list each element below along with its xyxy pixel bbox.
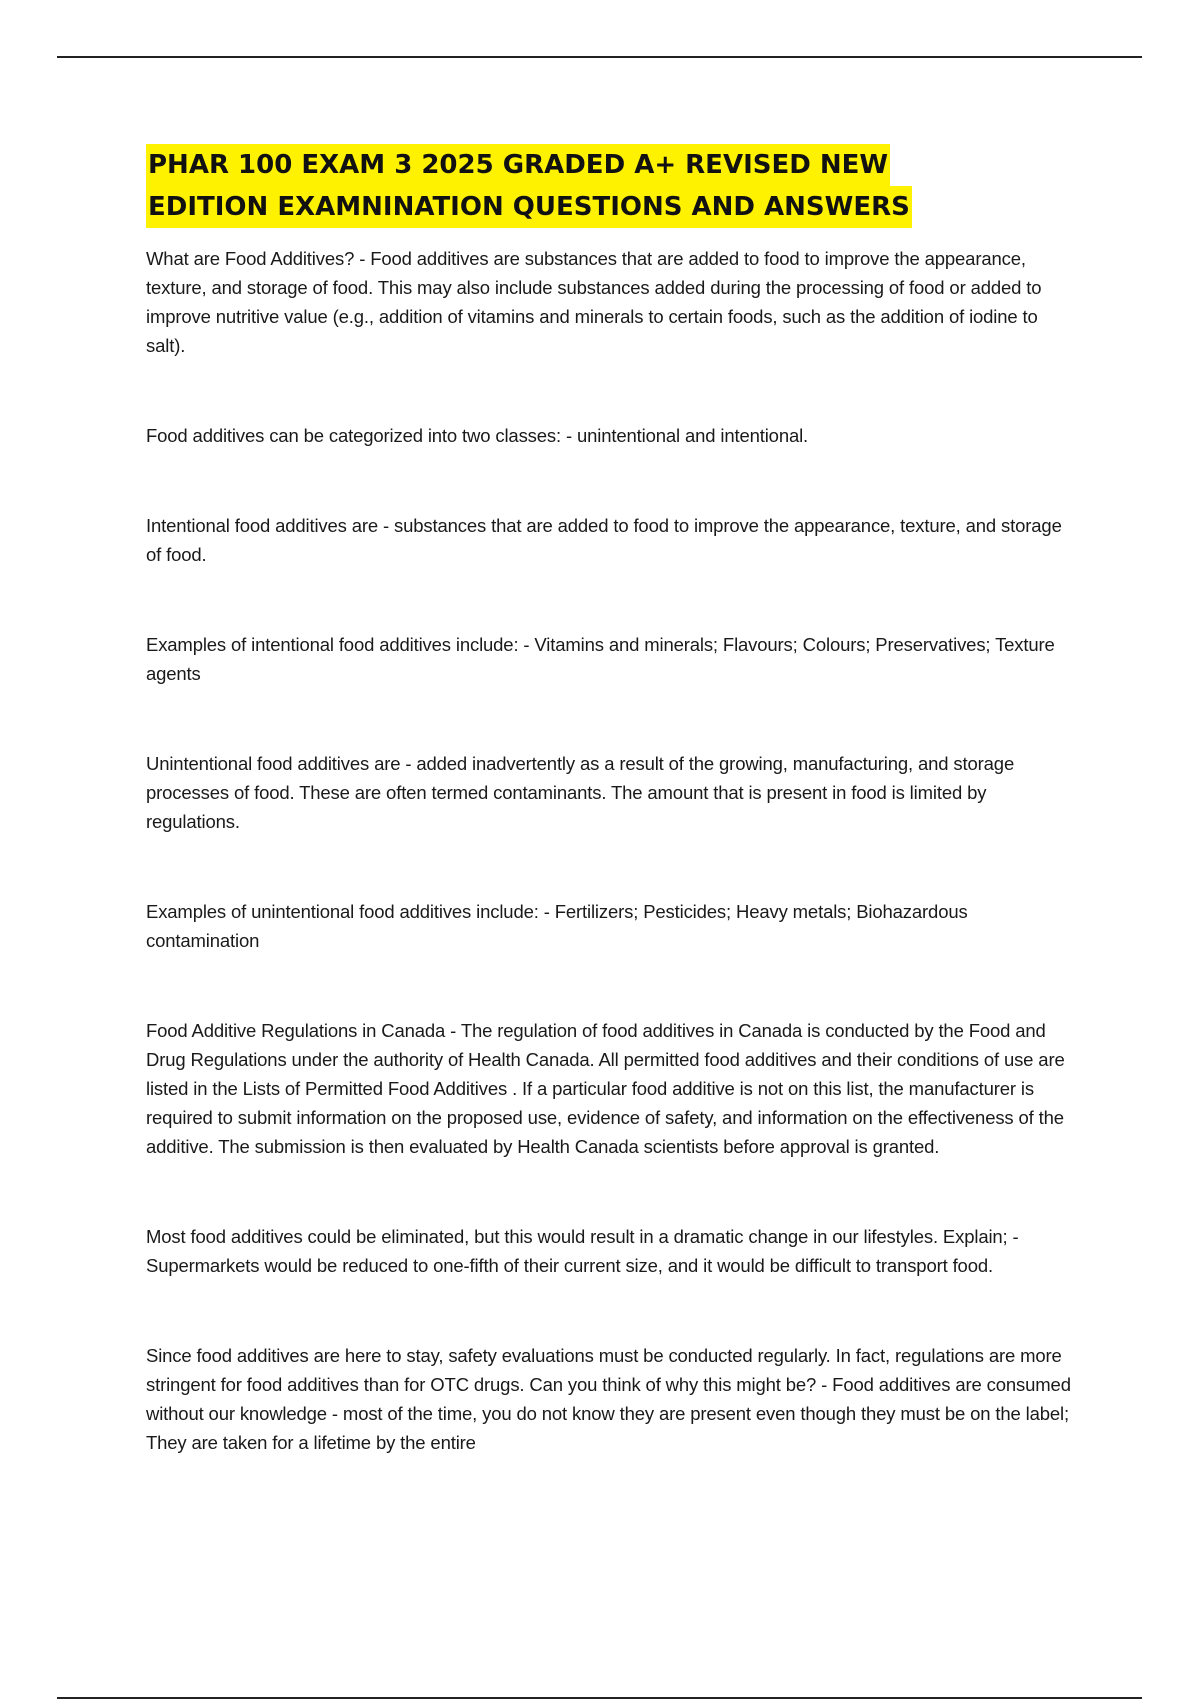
title-line-1: PHAR 100 EXAM 3 2025 GRADED A+ REVISED NEW [146,144,890,186]
qa-paragraph-regulations-canada: Food Additive Regulations in Canada - The regulation of food additives in Canada is conducted by the Food and Drug Regulations under the authority of Health Canada. All permitted food additives and their conditions of use are listed in the Lists of Permitted Food Additives . If a particular food additive is not on this list, the manufacturer is required to submit information on the proposed use, evidence of safety, and information on the effectiveness of the additive. The submission is then evaluated by Health Canada scientists before approval is granted. [146,1020,1065,1157]
qa-paragraph-unintentional-examples: Examples of unintentional food additives include: - Fertilizers; Pesticides; Heavy metals; Biohazardous contamination [146,901,968,951]
document-body [146,144,1076,1457]
qa-paragraph-intentional-examples: Examples of intentional food additives include: - Vitamins and minerals; Flavours; Colours; Preservatives; Texture agents [146,634,1055,684]
qa-paragraph-eliminate-additives: Most food additives could be eliminated, but this would result in a dramatic change in our lifestyles. Explain; - Supermarkets would be reduced to one-fifth of their current size, and it would be difficult to transport food. [146,1226,1019,1276]
qa-paragraph-two-classes: Food additives can be categorized into two classes: - unintentional and intentional. [146,425,809,446]
top-divider [57,56,1142,58]
qa-paragraph-food-additives: What are Food Additives? - Food additives are substances that are added to food to improve the appearance, texture, and storage of food. This may also include substances added during the processing of food or added to improve nutritive value (e.g., addition of vitamins and minerals to certain foods, such as the addition of iodine to salt). [146,248,1042,356]
bottom-divider [57,1697,1142,1699]
qa-paragraph-unintentional: Unintentional food additives are - added inadvertently as a result of the growing, manufacturing, and storage processes of food. These are often termed contaminants. The amount that is present in food is limited by regulations. [146,753,1015,832]
document-title [146,144,1076,228]
qa-paragraph-safety-evaluations: Since food additives are here to stay, safety evaluations must be conducted regularly. In fact, regulations are more stringent for food additives than for OTC drugs. Can you think of why this might be? - Food additives are consumed without our knowledge - most of the time, you do not know they are present even though they must be on the label; They are taken for a lifetime by the entire [146,1345,1071,1453]
qa-paragraph-intentional: Intentional food additives are - substances that are added to food to improve the appearance, texture, and storage of food. [146,515,1062,565]
title-line-2: EDITION EXAMNINATION QUESTIONS AND ANSWERS [146,186,912,228]
